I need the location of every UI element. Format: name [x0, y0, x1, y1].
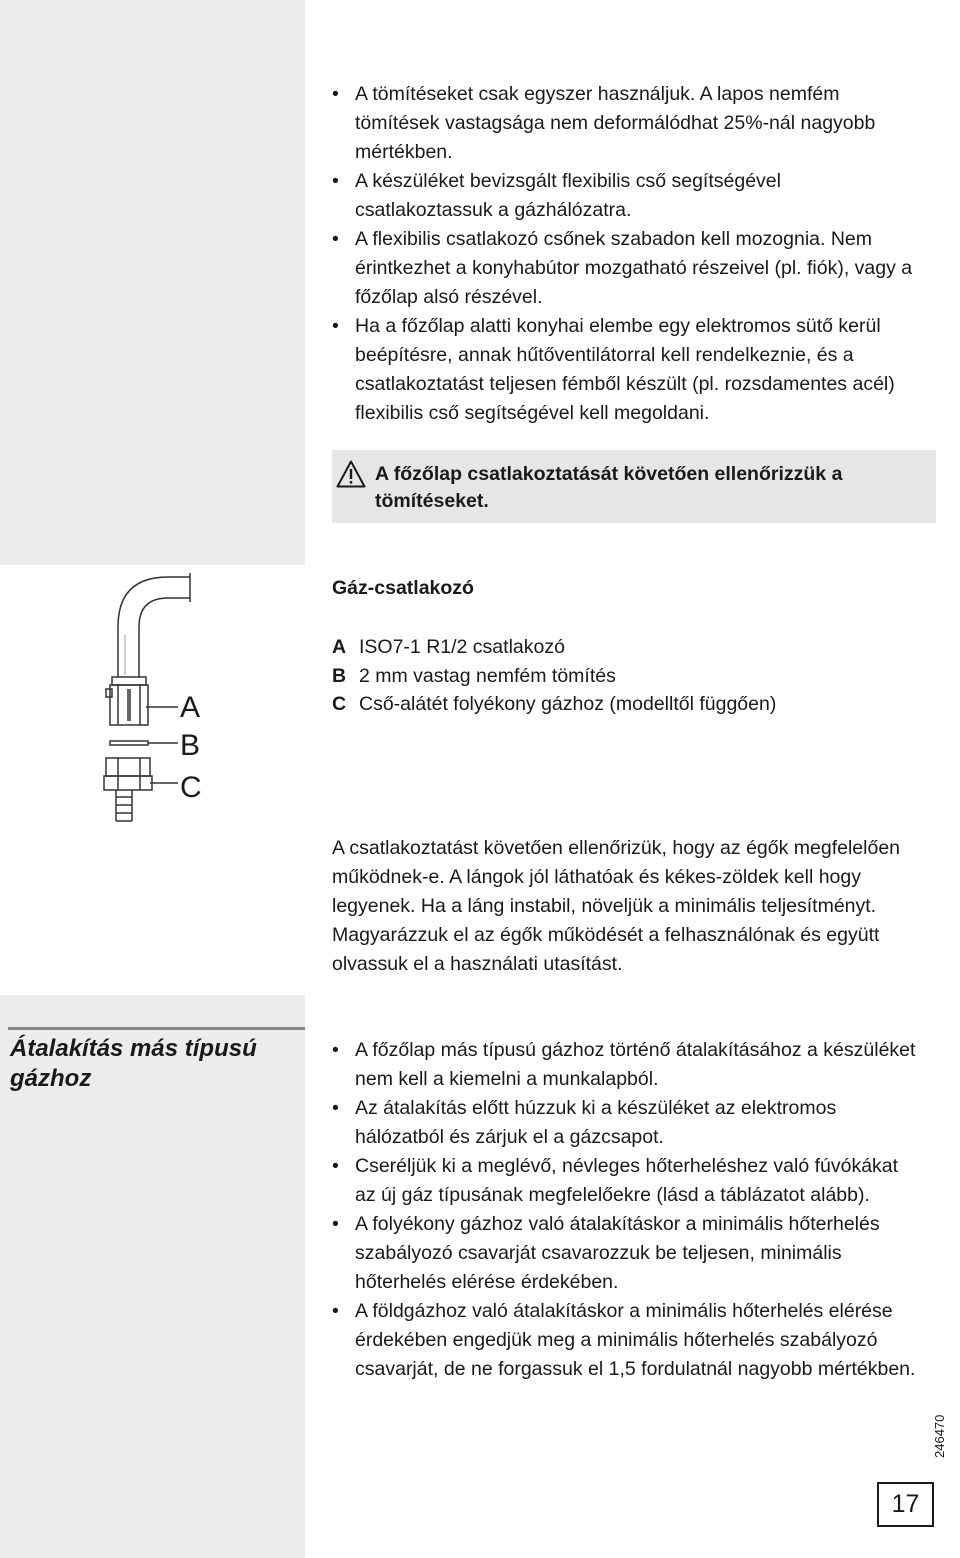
- warning-text: A főzőlap csatlakoztatását követően ellenőrizzük a tömítéseket.: [375, 463, 843, 512]
- installation-bullet-list: [330, 80, 920, 428]
- gas-connector-figure: [0, 565, 305, 827]
- section-title: Átalakítás más típusú gázhoz: [10, 1035, 257, 1092]
- list-item: • A flexibilis csatlakozó csőnek szabadon kell mozognia. Nem érintkezhet a konyhabútor mozgatható részeivel (pl. fiók), vagy a főzőlap alsó részével.: [332, 228, 913, 308]
- gas-connector-title: Gáz-csatlakozó: [332, 577, 474, 599]
- left-margin-panel-top: [0, 0, 305, 565]
- figure-label-b: B: [180, 729, 201, 762]
- warning-triangle-icon: [336, 460, 366, 488]
- section-divider: [8, 1027, 305, 1030]
- gas-connector-drawing: [0, 565, 305, 827]
- list-item: • A készüléket bevizsgált flexibilis cső segítségével csatlakoztassuk a gázhálózatra.: [332, 170, 781, 221]
- legend-item: C Cső-alátét folyékony gázhoz (modelltől függően): [332, 693, 777, 715]
- conversion-bullet-list: [330, 1036, 920, 1384]
- list-item: • A földgázhoz való átalakításkor a minimális hőterhelés elérése érdekében engedjük meg a minimális hőterhelés szabályozó csavarját, de ne forgassuk el 1,5 fordulatnál nagyobb mértékben.: [332, 1300, 916, 1380]
- list-item: • A folyékony gázhoz való átalakításkor a minimális hőterhelés szabályozó csavarját csavarozzuk be teljesen, minimális hőterhelés elérése érdekében.: [332, 1213, 880, 1293]
- legend-item: B 2 mm vastag nemfém tömítés: [332, 664, 616, 687]
- list-item: • Az átalakítás előtt húzzuk ki a készüléket az elektromos hálózatból és zárjuk el a gázcsapot.: [332, 1097, 837, 1148]
- figure-label-c: C: [180, 771, 202, 804]
- check-paragraph: A csatlakoztatást követően ellenőrizük, hogy az égők megfelelően működnek-e. A lángok jól láthatóak és kékes-zöldek kell hogy legyenek. Ha a láng instabil, növeljük a minimális teljesítményt. Magyarázzuk el az égők működését a felhasználónak és együtt olvassuk el a használati utasítást.: [332, 837, 901, 975]
- page-number: 17: [877, 1482, 934, 1527]
- list-item: • Cseréljük ki a meglévő, névleges hőterheléshez való fúvókákat az új gáz típusának megfelelőekre (lásd a táblázatot alább).: [332, 1155, 899, 1206]
- list-item: • Ha a főzőlap alatti konyhai elembe egy elektromos sütő kerül beépítésre, annak hűtőventilátorral kell rendelkeznie, és a csatlakoztatást teljesen fémből készült (pl. rozsdamentes acél) flexibilis cső segítségével kell megoldani.: [332, 315, 895, 424]
- warning-box: [332, 450, 936, 523]
- document-code: 246470: [932, 1414, 947, 1458]
- list-item: • A tömítéseket csak egyszer használjuk. A lapos nemfém tömítések vastagsága nem deformálódhat 25%-nál nagyobb mértékben.: [332, 83, 876, 163]
- legend-item: A ISO7-1 R1/2 csatlakozó: [332, 636, 565, 658]
- list-item: • A főzőlap más típusú gázhoz történő átalakításához a készüléket nem kell a kiemelni a munkalapból.: [332, 1039, 916, 1090]
- figure-label-a: A: [180, 691, 201, 724]
- gas-connector-legend: [332, 633, 932, 719]
